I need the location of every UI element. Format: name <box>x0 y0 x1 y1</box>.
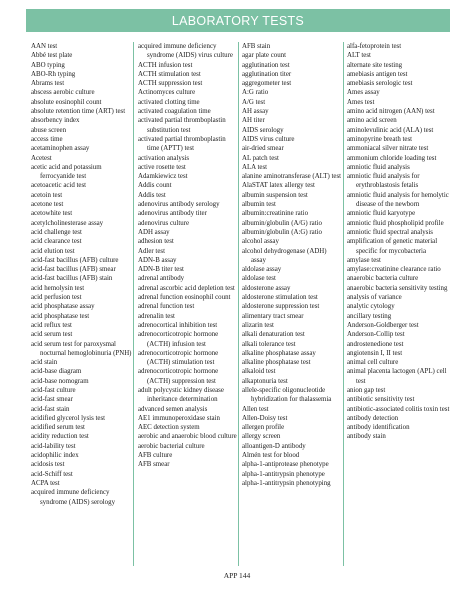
term-entry: aldolase test <box>242 275 276 283</box>
term-entry: ancillary testing <box>347 312 392 320</box>
term-entry: alizarin test <box>242 321 274 329</box>
term-entry: anaerobic bacteria sensitivity testing <box>347 284 448 292</box>
term-entry: AlaSTAT latex allergy test <box>242 182 315 190</box>
term-entry: AFB culture <box>138 452 173 460</box>
term-entry: alcohol assay <box>242 238 279 246</box>
term-entry: amniotic fluid spectral analysis <box>347 228 433 236</box>
term-entry: alloantigen-D antibody <box>242 442 306 450</box>
term-entry: ACTH stimulation test <box>138 70 201 78</box>
term-entry: ammonium chloride loading test <box>347 154 437 162</box>
term-entry: acid-fast culture <box>31 386 76 394</box>
term-entry: activated partial thromboplastin substitution test <box>138 117 226 134</box>
term-entry: anaerobic bacteria culture <box>347 275 419 283</box>
term-entry: amino acid screen <box>347 117 397 125</box>
term-entry: alkali tolerance test <box>242 340 296 348</box>
term-entry: acid reflux test <box>31 321 72 329</box>
term-column-1 <box>31 42 133 566</box>
term-entry: Abrams test <box>31 80 65 88</box>
term-entry: ABO-Rh typing <box>31 70 76 78</box>
term-entry: Abbé test plate <box>31 52 73 60</box>
term-entry: ACPA test <box>31 479 60 487</box>
term-entry: adrenal ascorbic acid depletion test <box>138 284 235 292</box>
term-entry: ammoniacal silver nitrate test <box>347 145 429 153</box>
term-entry: acetowhite test <box>31 210 73 218</box>
term-entry: aerobic bacterial culture <box>138 442 205 450</box>
term-entry: Allen-Doisy test <box>242 414 288 422</box>
term-entry: amniotic fluid analysis <box>347 163 410 171</box>
term-entry: alkaline phosphatase assay <box>242 349 316 357</box>
term-entry: agglutination test <box>242 61 290 69</box>
term-entry: adenovirus culture <box>138 219 190 227</box>
term-entry: acid-base nomogram <box>31 377 89 385</box>
term-entry: acid serum test for paroxysmal nocturnal hemoglobinuria (PNH) <box>31 340 132 357</box>
term-entry: allele-specific oligonucleotide hybridization for thalassemia <box>242 386 332 404</box>
term-entry: acid-fast bacillus (AFB) culture <box>31 256 119 264</box>
term-entry: aldosterone stimulation test <box>242 294 318 302</box>
term-entry: acetylcholinesterase assay <box>31 219 104 227</box>
term-entry: acid-fast bacillus (AFB) stain <box>31 275 113 283</box>
term-entry: alkaptonuria test <box>242 377 288 385</box>
term-entry: albumin:creatinine ratio <box>242 210 309 218</box>
term-entry: A:G ratio <box>242 89 269 97</box>
term-entry: aldosterone assay <box>242 284 291 292</box>
term-entry: AFB smear <box>138 461 170 469</box>
term-entry: acid hemolysin test <box>31 284 85 292</box>
term-entry: AL patch test <box>242 154 279 162</box>
term-entry: alfa-fetoprotein test <box>347 43 402 50</box>
term-entry: Allen test <box>242 405 269 413</box>
term-entry: acidosis test <box>31 461 65 469</box>
term-entry: activated coagulation time <box>138 108 211 116</box>
term-entry: albumin/globulin (A:G) ratio <box>242 228 322 236</box>
term-entry: amplification of genetic material specific for mycobacteria <box>347 238 438 255</box>
term-entry: albumin/globulin (A/G) ratio <box>242 219 322 227</box>
term-entry: acetone test <box>31 201 64 209</box>
term-entry: Almén test for blood <box>242 452 300 460</box>
term-entry: antibiotic-associated colitis toxin test <box>347 405 450 413</box>
term-entry: acquired immune deficiency syndrome (AIDS) virus culture <box>138 43 233 60</box>
term-entry: abscess aerobic culture <box>31 89 95 97</box>
term-entry: acid elution test <box>31 247 75 255</box>
term-entry: Adler test <box>138 247 165 255</box>
term-entry: abuse screen <box>31 126 67 134</box>
term-column-2 <box>134 42 238 566</box>
term-entry: acid-fast stain <box>31 405 70 413</box>
term-entry: absolute eosinophil count <box>31 98 102 106</box>
term-entry: AIDS virus culture <box>242 135 295 143</box>
term-entry: activation analysis <box>138 154 190 162</box>
term-entry: Adamkiewicz test <box>138 173 188 181</box>
term-entry: amylase:creatinine clearance ratio <box>347 266 441 274</box>
page-number: APP 144 <box>223 571 251 580</box>
term-entry: alanine aminotransferase (ALT) test <box>242 173 342 181</box>
term-entry: agar plate count <box>242 52 287 60</box>
term-entry: ADH assay <box>138 228 170 236</box>
term-entry: acid clearance test <box>31 238 82 246</box>
term-column-4 <box>344 42 454 566</box>
term-entry: amebiasis antigen test <box>347 70 408 78</box>
term-entry: acid-fast bacillus (AFB) smear <box>31 266 116 274</box>
term-entry: amino acid nitrogen (AAN) test <box>347 108 435 116</box>
term-entry: ALT test <box>347 52 371 60</box>
term-entry: acidity reduction test <box>31 433 89 441</box>
term-entry: adrenocorticotropic hormone (ACTH) suppression test <box>138 368 219 385</box>
section-banner <box>26 9 450 32</box>
term-entry: acetoacetic acid test <box>31 182 87 190</box>
term-entry: amniotic fluid karyotype <box>347 210 416 218</box>
term-entry: animal cell culture <box>347 359 399 367</box>
term-entry: alternate site testing <box>347 61 403 69</box>
term-entry: amniotic fluid analysis for hemolytic disease of the newborn <box>347 191 449 209</box>
term-entry: adrenal function eosinophil count <box>138 294 231 302</box>
term-entry: adrenocorticotropic hormone (ACTH) stimulation test <box>138 349 219 367</box>
term-entry: antibody identification <box>347 424 410 432</box>
term-entry: alcohol dehydrogenase (ADH) assay <box>242 247 327 264</box>
term-entry: aminopyrine breath test <box>347 135 413 143</box>
term-entry: Ames assay <box>347 89 380 97</box>
term-entry: acidified glycerol lysis test <box>31 414 106 422</box>
term-entry: ADN-B titer test <box>138 266 184 274</box>
term-entry: allergy screen <box>242 433 281 441</box>
term-entry: aldolase assay <box>242 266 282 274</box>
term-entry: adhesion test <box>138 238 174 246</box>
term-entry: alpha-1-antitrypsin phenotype <box>242 470 325 478</box>
term-entry: amylase test <box>347 256 381 264</box>
term-entry: acid stain <box>31 359 58 367</box>
term-entry: angiotensin I, II test <box>347 349 403 357</box>
term-entry: A/G test <box>242 98 266 106</box>
term-entry: air-dried smear <box>242 145 284 153</box>
term-entry: amniotic fluid analysis for erythroblastosis fetalis <box>347 173 420 190</box>
term-entry: AE1 immunoperoxidase stain <box>138 414 220 422</box>
term-entry: ACTH infusion test <box>138 61 193 69</box>
page-title: LABORATORY TESTS <box>171 13 305 28</box>
term-entry: amebiasis serologic test <box>347 80 413 88</box>
term-entry: acid phosphatase test <box>31 312 90 320</box>
term-entry: adrenal function test <box>138 303 195 311</box>
term-entry: ACTH suppression test <box>138 80 203 88</box>
term-entry: allergen profile <box>242 424 285 432</box>
term-entry: antibiotic sensitivity test <box>347 396 415 404</box>
term-entry: alimentary tract smear <box>242 312 304 320</box>
term-entry: access time <box>31 135 63 143</box>
term-entry: acetic acid and potassium ferrocyanide test <box>31 163 102 181</box>
term-entry: adenovirus antibody titer <box>138 210 207 218</box>
term-entry: acid serum test <box>31 331 73 339</box>
term-entry: adult polycystic kidney disease inheritance determination <box>138 386 224 404</box>
term-entry: AH assay <box>242 108 269 116</box>
term-entry: acid challenge test <box>31 228 82 236</box>
term-entry: activated partial thromboplastin time (APTT) test <box>138 135 226 153</box>
term-entry: analytic cytology <box>347 303 395 311</box>
term-entry: adrenocortical inhibition test <box>138 321 218 329</box>
term-column-3 <box>239 42 343 566</box>
term-entry: active rosette test <box>138 163 186 171</box>
term-entry: AFB stain <box>242 43 271 50</box>
term-entry: acid perfusion test <box>31 294 82 302</box>
term-entry: acid-Schiff test <box>31 470 73 478</box>
term-entry: acetoin test <box>31 191 63 199</box>
term-entry: adrenalin test <box>138 312 175 320</box>
term-entry: AAN test <box>31 43 58 50</box>
term-entry: alkaline phosphatase test <box>242 359 311 367</box>
term-entry: Addis count <box>138 182 172 190</box>
term-entry: absorbency index <box>31 117 80 125</box>
term-entry: acid phosphatase assay <box>31 303 95 311</box>
term-entry: AH titer <box>242 117 265 125</box>
term-entry: albumin suspension test <box>242 191 308 199</box>
term-entry: alpha-1-antitrypsin phenotyping <box>242 479 331 487</box>
term-entry: antibody detection <box>347 414 399 422</box>
term-entry: alpha-1-antiprotease phenotype <box>242 461 329 469</box>
term-entry: Anderson-Collip test <box>347 331 405 339</box>
term-entry: Actinomyces culture <box>138 89 196 97</box>
term-entry: Ames test <box>347 98 375 106</box>
term-entry: aerobic and anaerobic blood culture <box>138 433 237 441</box>
term-entry: ABO typing <box>31 61 65 69</box>
term-entry: activated clotting time <box>138 98 200 106</box>
term-entry: albumin test <box>242 201 276 209</box>
term-entry: AIDS serology <box>242 126 284 134</box>
term-entry: antibody stain <box>347 433 386 441</box>
term-entry: adrenocorticotropic hormone (ACTH) infusion test <box>138 331 219 348</box>
term-entry: agglutination titer <box>242 70 292 78</box>
term-entry: AEC detection system <box>138 424 200 432</box>
term-columns <box>31 42 461 566</box>
term-entry: analysis of variance <box>347 294 402 302</box>
term-entry: adenovirus antibody serology <box>138 201 220 209</box>
term-entry: acquired immune deficiency syndrome (AIDS) serology <box>31 489 116 506</box>
term-entry: Addis test <box>138 191 166 199</box>
term-entry: acidophilic index <box>31 452 79 460</box>
term-entry: androstenedione test <box>347 340 404 348</box>
term-entry: adrenal antibody <box>138 275 185 283</box>
term-entry: acidified serum test <box>31 424 85 432</box>
term-entry: absolute retention time (ART) test <box>31 108 126 116</box>
term-entry: acid-lability test <box>31 442 76 450</box>
term-entry: ADN-B assay <box>138 256 177 264</box>
term-entry: acetaminophen assay <box>31 145 90 153</box>
term-entry: advanced semen analysis <box>138 405 208 413</box>
term-entry: aldosterone suppression test <box>242 303 320 311</box>
term-entry: aminolevulinic acid (ALA) test <box>347 126 434 134</box>
term-entry: Anderson-Goldberger test <box>347 321 419 329</box>
term-entry: animal placenta lactogen (APL) cell test <box>347 368 447 385</box>
term-entry: alkaloid test <box>242 368 276 376</box>
term-entry: Acetest <box>31 154 52 162</box>
term-entry: acid-base diagram <box>31 368 82 376</box>
term-entry: amniotic fluid phospholipid profile <box>347 219 444 227</box>
term-entry: anion gap test <box>347 386 386 394</box>
term-entry: acid-fast smear <box>31 396 73 404</box>
term-entry: alkali denaturation test <box>242 331 305 339</box>
term-entry: aggregometer test <box>242 80 292 88</box>
term-entry: ALA test <box>242 163 268 171</box>
